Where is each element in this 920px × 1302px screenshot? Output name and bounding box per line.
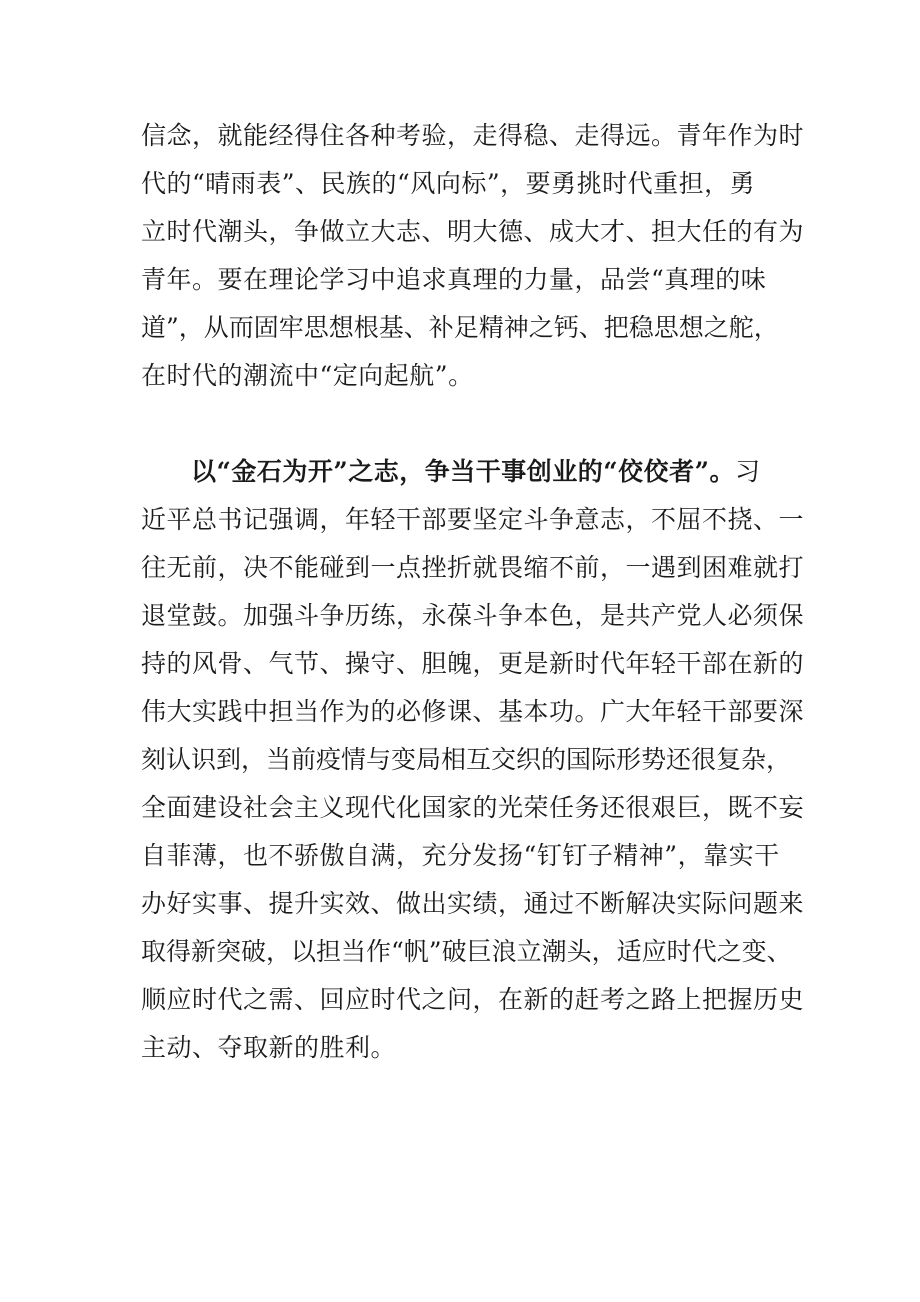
text-line: 主动、夺取新的胜利。: [141, 1033, 397, 1062]
paragraph-1: [141, 112, 805, 400]
text-line: 取得新突破，以担当作“帆”破巨浪立潮头，适应时代之变、: [141, 937, 792, 966]
text-line: 刻认识到，当前疫情与变局相互交织的国际形势还很复杂，: [141, 745, 792, 774]
text-line: 近平总书记强调，年轻干部要坚定斗争意志，不屈不挠、一: [141, 505, 805, 534]
text-line: 伟大实践中担当作为的必修课、基本功。广大年轻干部要深: [141, 697, 805, 726]
document-page: [141, 112, 805, 1072]
text-line: 代的“晴雨表”、民族的“风向标”，要勇挑时代重担，勇: [141, 169, 756, 198]
text-line: 顺应时代之需、回应时代之问，在新的赶考之路上把握历史: [141, 985, 805, 1014]
text-line: 立时代潮头，争做立大志、明大德、成大才、担大任的有为: [141, 217, 805, 246]
text-line: 全面建设社会主义现代化国家的光荣任务还很艰巨，既不妄: [141, 793, 805, 822]
text-line: 信念，就能经得住各种考验，走得稳、走得远。青年作为时: [141, 121, 805, 150]
text-line: 在时代的潮流中“定向起航”。: [141, 361, 474, 390]
text-line: 持的风骨、气节、操守、胆魄，更是新时代年轻干部在新的: [141, 649, 805, 678]
heading-continuation: 习: [735, 457, 761, 486]
text-line: 往无前，决不能碰到一点挫折就畏缩不前，一遇到困难就打: [141, 553, 805, 582]
text-line: 青年。要在理论学习中追求真理的力量，品尝“真理的味: [141, 265, 767, 294]
text-line: 退堂鼓。加强斗争历练，永葆斗争本色，是共产党人必须保: [141, 601, 805, 630]
text-line: 道”，从而固牢思想根基、补足精神之钙、把稳思想之舵，: [141, 313, 779, 342]
paragraph-gap: [141, 400, 797, 448]
section-heading: 以“金石为开”之志，争当干事创业的“佼佼者”。: [191, 457, 736, 486]
text-line: 办好实事、提升实效、做出实绩，通过不断解决实际问题来: [141, 889, 805, 918]
text-line: 自菲薄，也不骄傲自满，充分发扬“钉钉子精神”，靠实干: [141, 841, 780, 870]
paragraph-2: [141, 448, 805, 1072]
text-line: [141, 448, 797, 496]
